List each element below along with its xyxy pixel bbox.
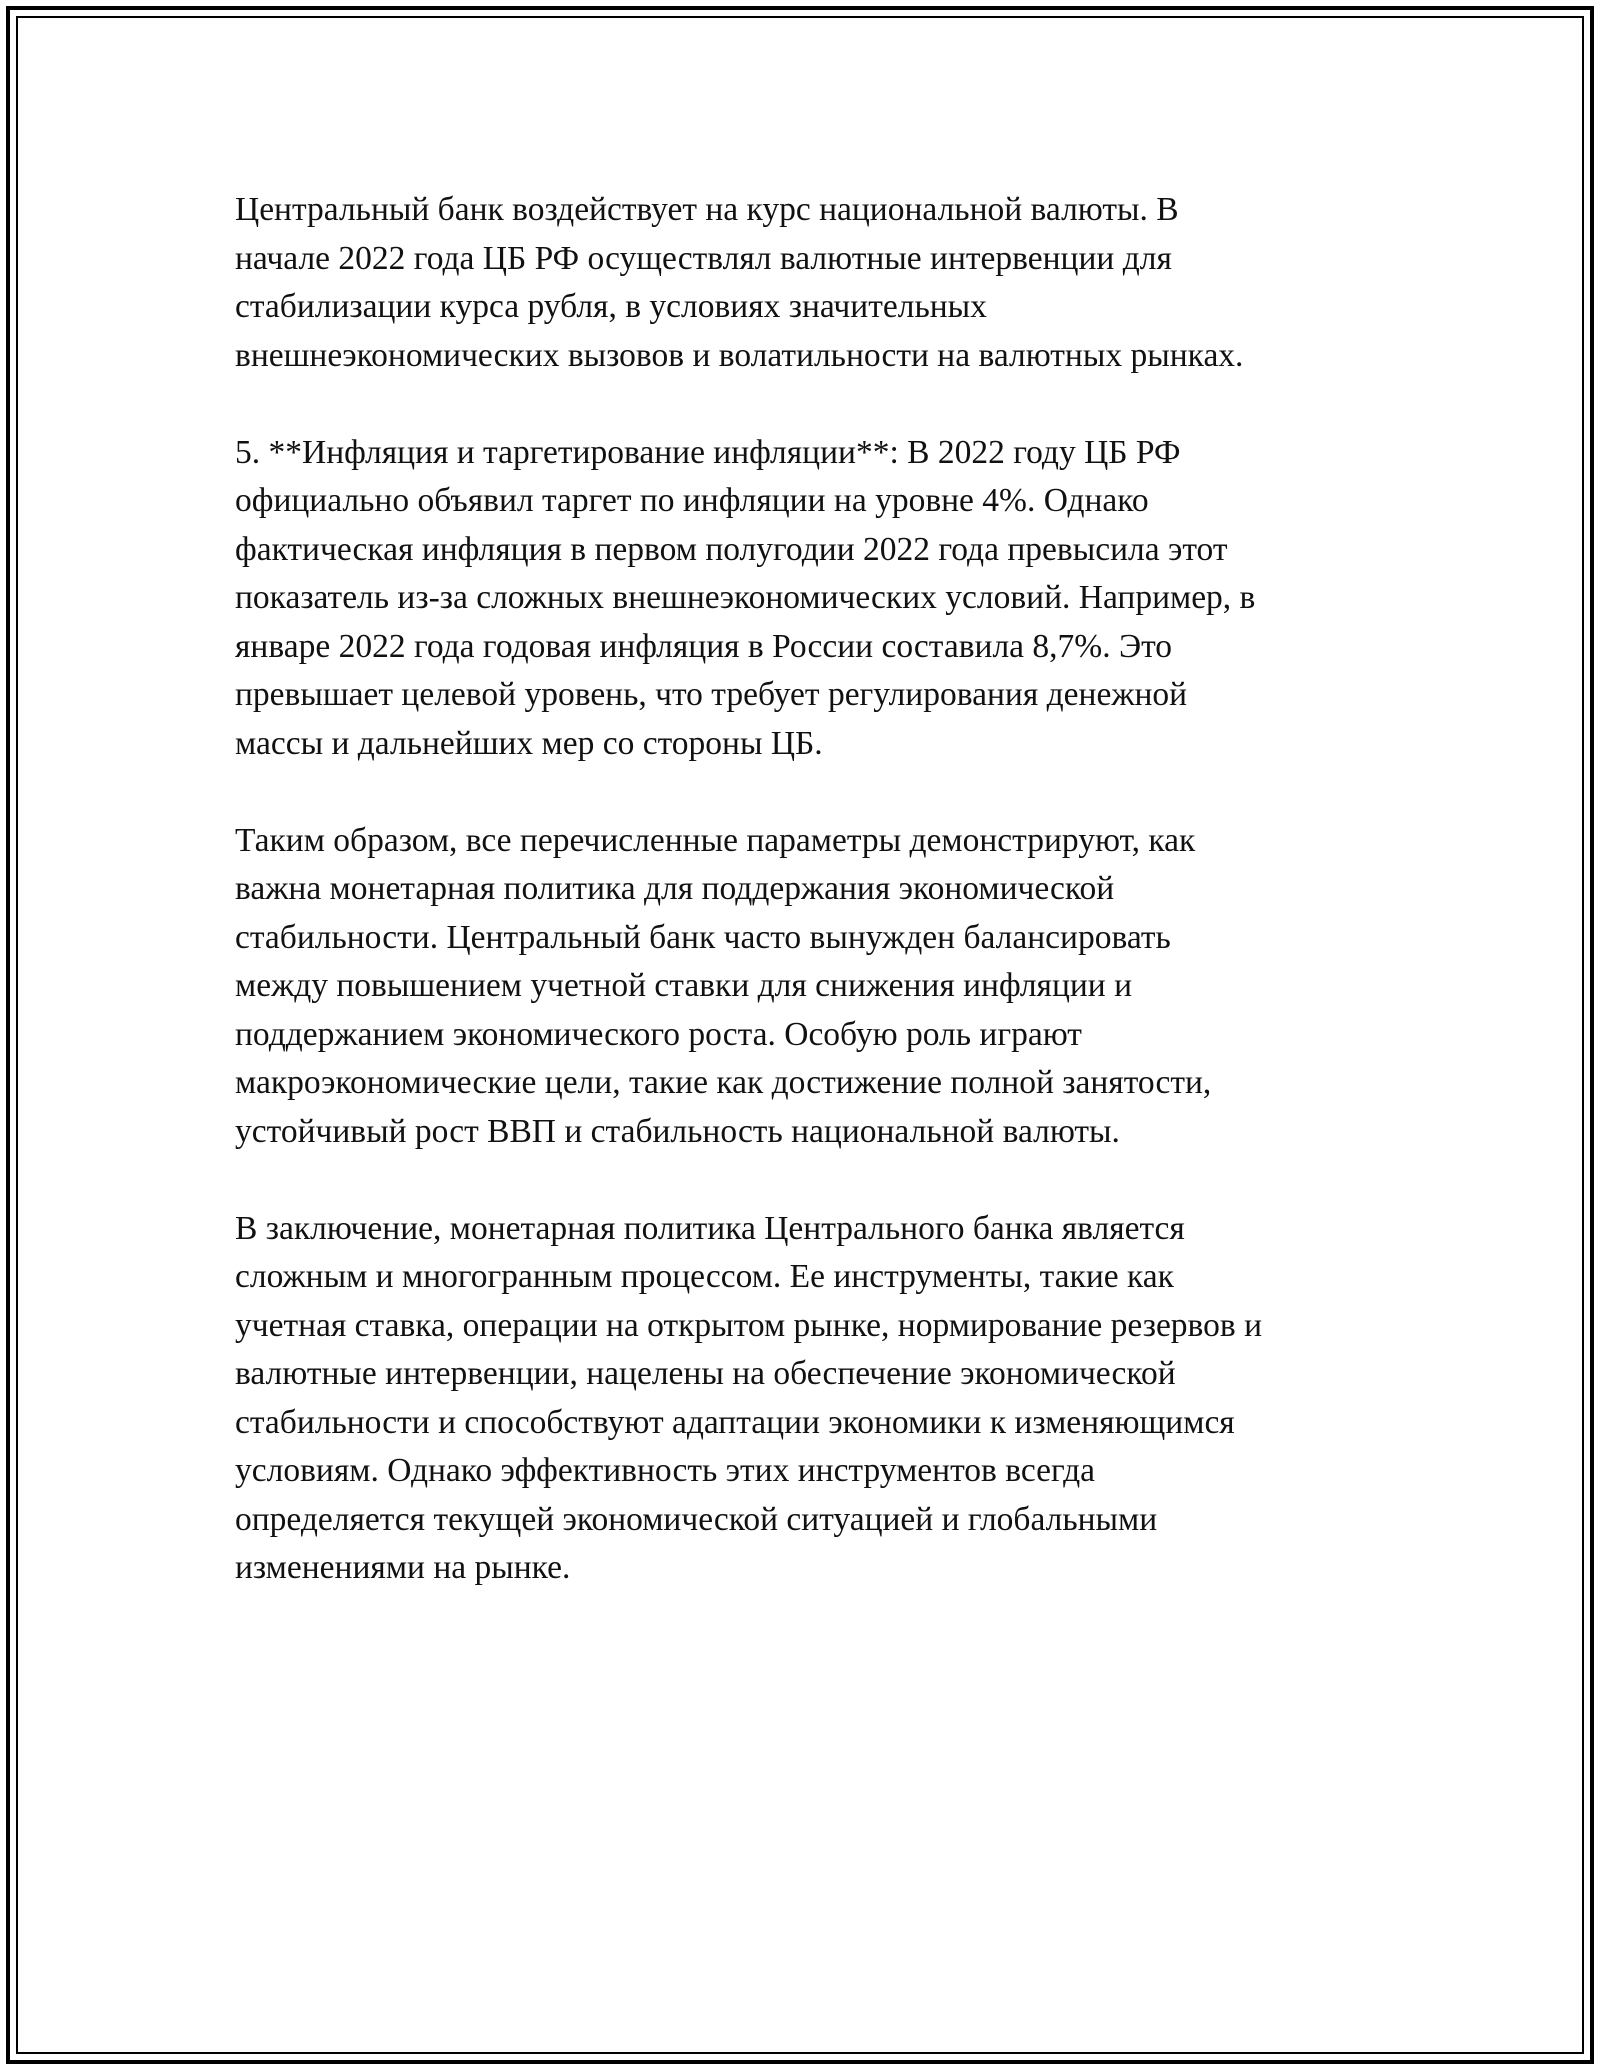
paragraph-conclusion: В заключение, монетарная политика Центрального банка является сложным и многогранным процессом. Ее инструменты, такие как учетная ставка, операции на открытом рынке, нормирование резервов и валютные интервенции, нацелены на обеспечение экономической стабильности и способствуют адаптации экономики к изменяющимся условиям. Однако эффективность этих инструментов всегда определяется текущей экономической ситуацией и глобальными изменениями на рынке. [235, 1209, 1263, 1586]
paragraph-currency-interventions: Центральный банк воздействует на курс национальной валюты. В начале 2022 года ЦБ РФ осуществлял валютные интервенции для стабилизации курса рубля, в условиях значительных внешнеэкономических вызовов и волатильности на валютных рынках. [235, 191, 1244, 374]
document-body [235, 186, 1415, 1593]
paragraph-inflation-targeting: 5. **Инфляция и таргетирование инфляции**: В 2022 году ЦБ РФ официально объявил таргет по инфляции на уровне 4%. Однако фактическая инфляция в первом полугодии 2022 года превысила этот показатель из-за сложных внешнеэкономических условий. Например, в январе 2022 года годовая инфляция в России составила 8,7%. Это превышает целевой уровень, что требует регулирования денежной массы и дальнейших мер со стороны ЦБ. [235, 433, 1256, 762]
paragraph-summary: Таким образом, все перечисленные параметры демонстрируют, как важна монетарная политика для поддержания экономической стабильности. Центральный банк часто вынужден балансировать между повышением учетной ставки для снижения инфляции и поддержанием экономического роста. Особую роль играют макроэкономические цели, такие как достижение полной занятости, устойчивый рост ВВП и стабильность национальной валюты. [235, 821, 1212, 1150]
